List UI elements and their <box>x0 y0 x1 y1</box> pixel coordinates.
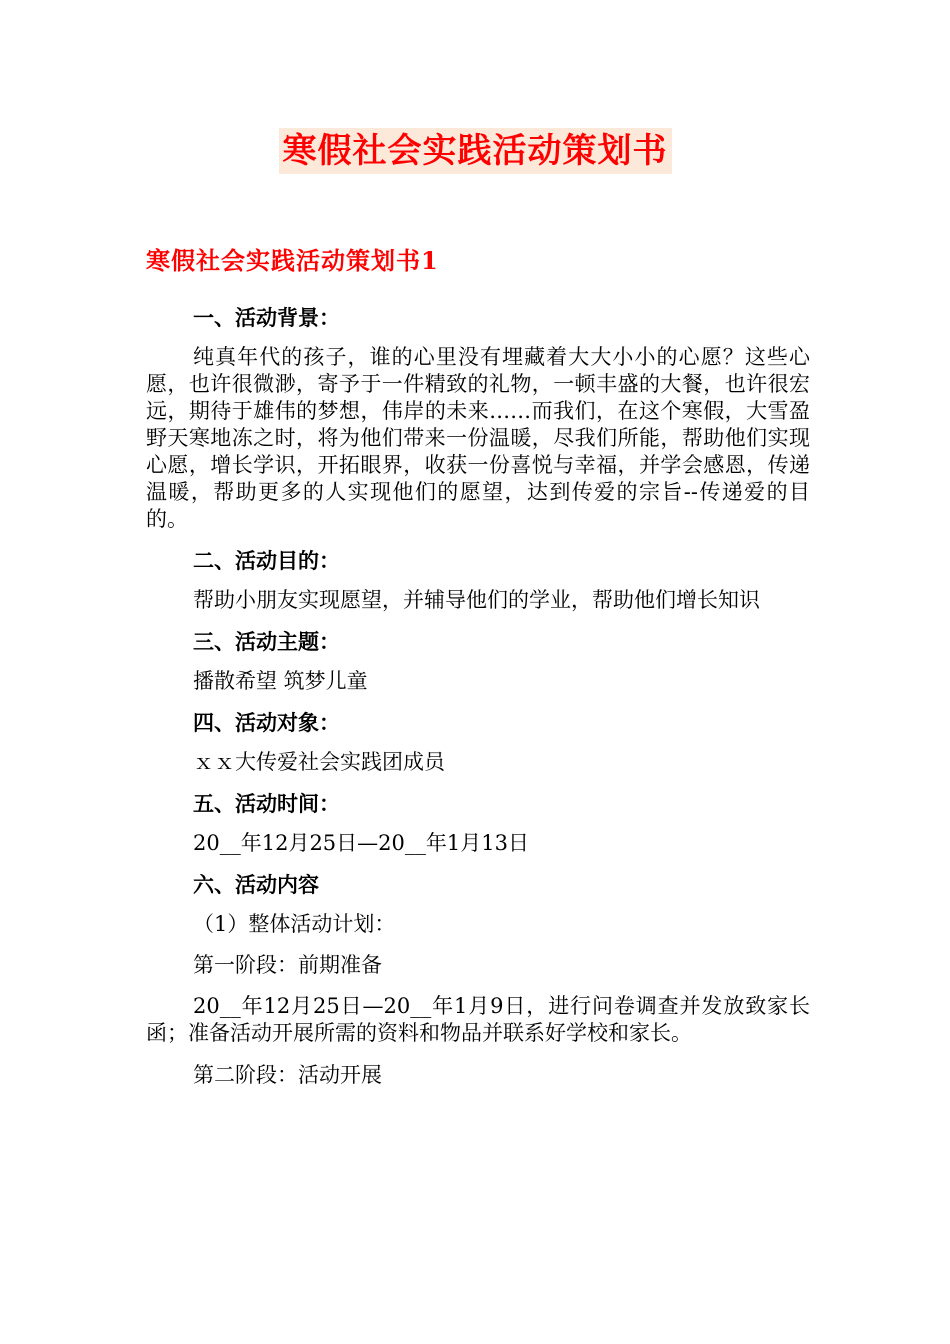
heading-purpose: 二、活动目的： <box>193 548 340 573</box>
paragraph-theme: 播散希望 筑梦儿童 <box>193 669 368 693</box>
heading-target: 四、活动对象： <box>193 710 340 735</box>
paragraph-background: 纯真年代的孩子，谁的心里没有埋藏着大大小小的心愿？这些心愿，也许很微渺，寄予于一件精致的礼物，一顿丰盛的大餐，也许很宏远，期待于雄伟的梦想，伟岸的未来……而我们，在这个寒假，大雪盈野天寒地冻之时，将为他们带来一份温暖，尽我们所能，帮助他们实现心愿，增长学识，开拓眼界，收获一份喜悦与幸福，并学会感恩，传递温暖，帮助更多的人实现他们的愿望，达到传爱的宗旨--传递爱的目的。 <box>146 345 810 531</box>
section-title: 寒假社会实践活动策划书1 <box>146 246 439 275</box>
heading-theme: 三、活动主题： <box>193 629 340 654</box>
document-title-wrap <box>0 128 950 174</box>
heading-background: 一、活动背景： <box>193 305 340 330</box>
heading-content: 六、活动内容 <box>193 872 319 897</box>
paragraph-stage-one: 第一阶段：前期准备 <box>193 953 382 977</box>
document-title: 寒假社会实践活动策划书 <box>279 128 672 174</box>
paragraph-purpose: 帮助小朋友实现愿望，并辅导他们的学业，帮助他们增长知识 <box>193 588 760 612</box>
paragraph-stage-two: 第二阶段：活动开展 <box>193 1063 382 1087</box>
paragraph-plan: （1）整体活动计划： <box>193 912 396 936</box>
heading-time: 五、活动时间： <box>193 791 340 816</box>
paragraph-time: 20__年12月25日—20__年1月13日 <box>193 831 529 855</box>
paragraph-stage-one-detail: 20__年12月25日—20__年1月9日，进行问卷调查并发放致家长函；准备活动开展所需的资料和物品并联系好学校和家长。 <box>146 994 810 1045</box>
paragraph-target: ｘｘ大传爱社会实践团成员 <box>193 750 445 774</box>
document-body <box>146 304 810 1103</box>
